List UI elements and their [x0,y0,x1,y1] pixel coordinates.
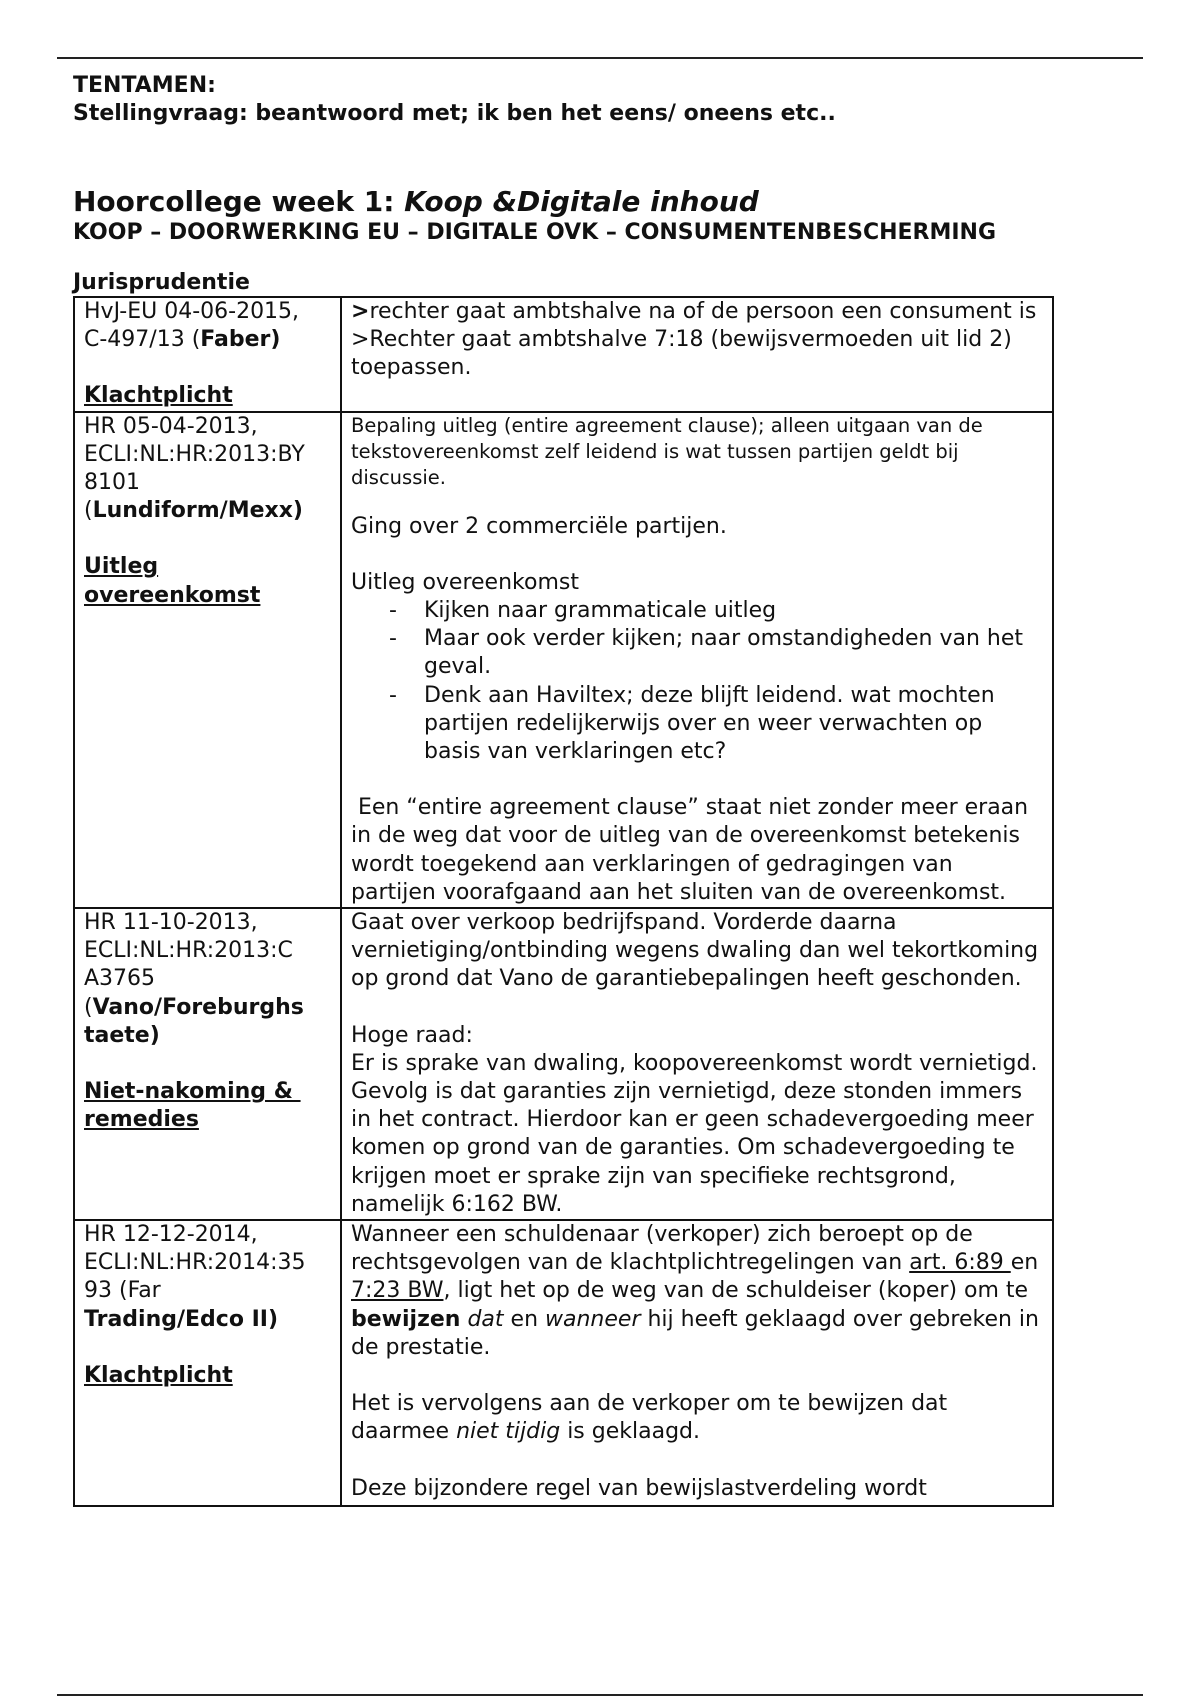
bottom-rule [57,1694,1143,1696]
case-name: Faber) [200,327,281,353]
case-law-table [73,296,1054,1507]
week-subtitle: KOOP – DOORWERKING EU – DIGITALE OVK – CONSUMENTENBESCHERMING [73,220,997,245]
case-topic: overeenkomst [84,582,261,608]
case-text: >rechter gaat ambtshalve na of de persoon een consument is [351,299,1037,324]
court-label: Hoge raad: [351,1022,473,1048]
list-item: - Kijken naar grammaticale uitleg [389,597,1043,625]
case-ref: ECLI:NL:HR:2013:C [84,938,293,964]
case-summary-cell [341,908,1053,1220]
case-text: Deze bijzondere regel van bewijslastverdeling wordt [351,1475,927,1501]
list-item: - Denk aan Haviltex; deze blijft leidend. wat mochten partijen redelijkerwijs over en weer verwachten op basis van verklaringen etc? [389,682,1043,767]
case-summary-cell [341,297,1053,412]
top-rule [57,57,1143,59]
case-text: Gaat over verkoop bedrijfspand. Vorderde daarna vernietiging/ontbinding wegens dwaling dan wel tekortkoming op grond dat Vano de garantiebepalingen heeft geschonden. [351,910,1039,992]
case-ref: (Lundiform/Mexx) [84,498,303,524]
case-ref: (Vano/Foreburghs [84,994,304,1020]
case-ref: ECLI:NL:HR:2013:BY [84,441,305,467]
exam-instruction: Stellingvraag: beantwoord met; ik ben het eens/ oneens etc.. [73,101,836,126]
case-reference-cell [74,908,341,1220]
case-ref: C-497/13 (Faber) [84,327,281,353]
case-bullet-list [351,597,1043,766]
table-row [74,1220,1053,1506]
table-row [74,412,1053,908]
table-row [74,297,1053,412]
week-title-prefix: Hoorcollege week 1: [73,185,405,218]
case-ref: ECLI:NL:HR:2014:35 [84,1250,306,1276]
case-ref: HR 12-12-2014, [84,1222,258,1248]
case-topic: Klachtplicht [84,1362,233,1388]
case-ref: 93 (Far [84,1278,161,1304]
case-text: Een “entire agreement clause” staat niet zonder meer eraan in de weg dat voor de uitleg van de overeenkomst betekenis wordt toegekend aan verklaringen of gedragingen van partijen voorafgaand aan het sluiten van de overeenkomst. [351,795,1036,905]
case-summary-cell [341,412,1053,908]
case-name: Vano/Foreburghs [92,994,304,1020]
case-name: taete) [84,1022,160,1048]
case-ref: A3765 [84,966,156,992]
case-ref: HR 11-10-2013, [84,910,258,936]
case-ref: HR 05-04-2013, [84,413,258,439]
case-text: >Rechter gaat ambtshalve 7:18 (bewijsvermoeden uit lid 2) toepassen. [351,327,1012,381]
list-item: - Maar ook verder kijken; naar omstandigheden van het geval. [389,625,1043,681]
case-name: Trading/Edco II) [84,1306,279,1332]
statute-link[interactable]: art. 6:89 [909,1250,1011,1276]
case-topic: remedies [84,1107,199,1133]
case-text: Wanneer een schuldenaar (verkoper) zich beroept op de rechtsgevolgen van de klachtplichtregelingen van art. 6:89 en 7:23 BW, ligt het op de weg van de schuldeiser (koper) om te bewijzen dat en wanneer hij heeft geklaagd over gebreken in de prestatie. [351,1222,1039,1360]
exam-label: TENTAMEN: [73,73,216,98]
statute-link[interactable]: 7:23 BW [351,1278,444,1304]
case-text: Het is vervolgens aan de verkoper om te bewijzen dat daarmee niet tijdig is geklaagd. [351,1391,948,1445]
case-ref: 8101 [84,470,140,496]
case-summary-cell [341,1220,1053,1506]
document-body [73,72,1133,1507]
case-reference-cell [74,297,341,412]
case-topic: Uitleg [84,554,159,580]
case-text: Bepaling uitleg (entire agreement clause); alleen uitgaan van de tekstovereenkomst zelf leidend is wat tussen partijen geldt bij discussie. [351,413,983,489]
week-title [73,185,1133,219]
table-row [74,908,1053,1220]
section-label: Jurisprudentie [73,270,250,295]
case-topic: Niet-nakoming & [84,1079,301,1105]
case-reference-cell [74,412,341,908]
week-title-topic: Koop &Digitale inhoud [404,185,759,218]
case-name: Lundiform/Mexx) [92,498,303,524]
case-text: Er is sprake van dwaling, koopovereenkomst wordt vernietigd. Gevolg is dat garanties zijn vernietigd, deze stonden immers in het contract. Hierdoor kan er geen schadevergoeding meer komen op grond van de garanties. Om schadevergoeding te krijgen moet er sprake zijn van specifieke rechtsgrond, namelijk 6:162 BW. [351,1050,1038,1217]
case-list-title: Uitleg overeenkomst [351,569,579,595]
case-topic: Klachtplicht [84,383,233,409]
case-reference-cell [74,1220,341,1506]
case-ref: HvJ-EU 04-06-2015, [84,299,300,324]
case-text: Ging over 2 commerciële partijen. [351,513,727,539]
